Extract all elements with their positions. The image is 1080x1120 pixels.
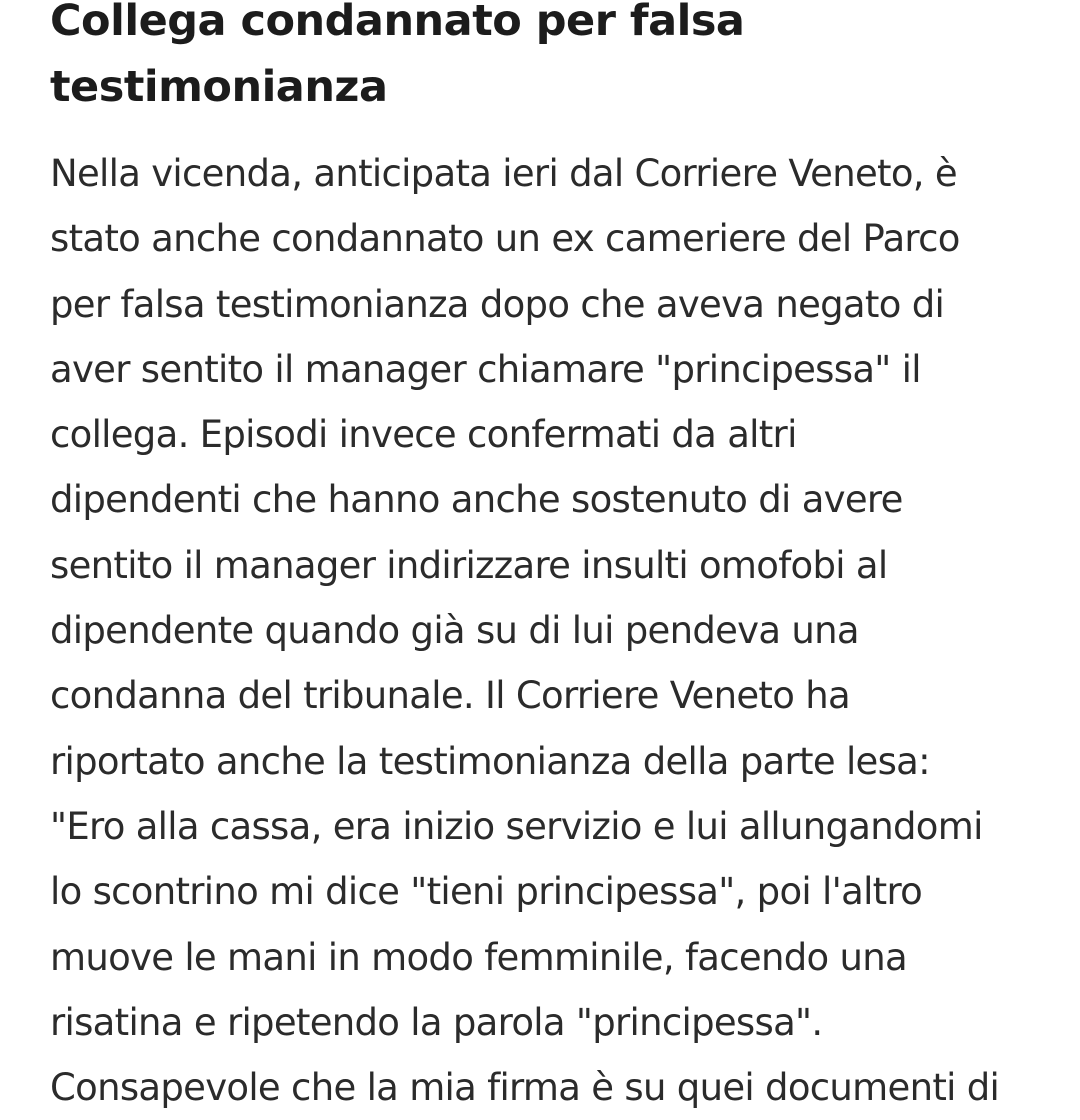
headline-line: Collega condannato per falsa bbox=[50, 0, 745, 46]
body-line: muove le mani in modo femminile, facendo una bbox=[50, 935, 907, 979]
body-line: stato anche condannato un ex cameriere del Parco bbox=[50, 217, 960, 261]
article-headline bbox=[50, 0, 1040, 120]
body-line: collega. Episodi invece confermati da altri bbox=[50, 413, 797, 457]
headline-line: testimonianza bbox=[50, 62, 388, 112]
body-line: aver sentito il manager chiamare "principessa" il bbox=[50, 347, 921, 391]
body-line: riportato anche la testimonianza della parte lesa: bbox=[50, 739, 930, 783]
article-body bbox=[50, 141, 1040, 1120]
body-line: per falsa testimonianza dopo che aveva negato di bbox=[50, 282, 945, 326]
body-line: "Ero alla cassa, era inizio servizio e lui allungandomi bbox=[50, 804, 983, 848]
body-line: Nella vicenda, anticipata ieri dal Corriere Veneto, è bbox=[50, 152, 957, 195]
body-line: dipendenti che hanno anche sostenuto di avere bbox=[50, 478, 903, 522]
body-line: condanna del tribunale. Il Corriere Veneto ha bbox=[50, 674, 850, 718]
body-line: dipendente quando già su di lui pendeva una bbox=[50, 609, 859, 653]
body-line: risatina e ripetendo la parola "principessa". bbox=[50, 1000, 823, 1044]
body-line: Consapevole che la mia firma è su quei documenti di bbox=[50, 1066, 1000, 1110]
article-content bbox=[50, 0, 1040, 1120]
body-line: lo scontrino mi dice "tieni principessa", poi l'altro bbox=[50, 870, 923, 914]
body-line: sentito il manager indirizzare insulti omofobi al bbox=[50, 543, 888, 587]
